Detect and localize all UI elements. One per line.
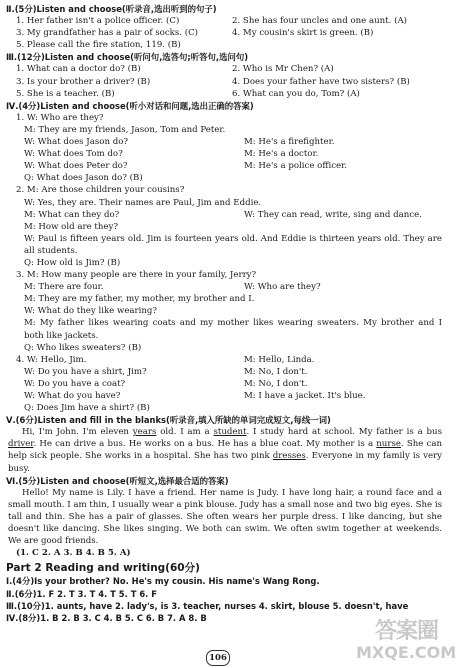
answer-line: Ⅲ.(10分)1. aunts, have 2. lady's, is 3. teacher, nurses 4. skirt, blouse 5. doesn't, have (6, 600, 409, 611)
answer-item: 1. Her father isn't a police officer. (C) (16, 16, 180, 27)
dialogue-line: M: They are my friends, Jason, Tom and Peter. (24, 124, 226, 135)
section-5 (6, 414, 442, 474)
dialogue-line: W: Yes, they are. Their names are Paul, Jim and Eddie. (24, 197, 262, 208)
dialogue-row (6, 390, 442, 402)
filled-blank: dresses (272, 451, 306, 462)
dialogue-line: M: There are four. (24, 282, 104, 293)
answer-line: (1. C 2. A 3. B 4. B 5. A) (16, 548, 131, 559)
dialogue-line: W: What does Tom do? (24, 149, 123, 160)
dialogue-row (6, 148, 442, 160)
answer-row (6, 15, 442, 27)
dialogue-line: 1. W: Who are they? (16, 112, 104, 123)
dialogue-line: W: What does Jason do? (24, 137, 128, 148)
answer-row (6, 27, 442, 39)
answer-item: 3. My grandfather has a pair of socks. (C) (16, 28, 199, 39)
dialogue-row (6, 281, 442, 293)
dialogue-line: W: Do you have a coat? (24, 378, 126, 389)
section-6 (6, 475, 442, 560)
dialogue-3 (6, 269, 442, 354)
answer-line: Ⅳ.(8分)1. B 2. B 3. C 4. B 5. C 6. B 7. A 8. B (6, 612, 207, 623)
dialogue-line: W: What does Peter do? (24, 161, 128, 172)
dialogue-line: 4. W: Hello, Jim. (16, 354, 87, 365)
dialogue-row (6, 136, 442, 148)
part-2-title: Part 2 Reading and writing(60分) (6, 562, 200, 575)
dialogue-row (6, 354, 442, 366)
page-number: 106 (206, 650, 230, 666)
section-header: Ⅱ.(5分)Listen and choose(听录音,选出听到的句子) (6, 4, 217, 14)
filled-blank: years (132, 427, 157, 438)
dialogue-line: M: My father likes wearing coats and my mother likes wearing sweaters. My brother and I both like jackets. (24, 318, 442, 341)
dialogue-line: M: How old are they? (24, 221, 118, 232)
dialogue-line: M: No, I don't. (244, 366, 308, 377)
answer-line: Ⅰ.(4分)Is your brother? No. He's my cousin. His name's Wang Rong. (6, 576, 320, 587)
dialogue-line: W: What do you have? (24, 391, 121, 401)
answer-item: 4. Does your father have two sisters? (B) (232, 76, 410, 87)
dialogue-line: M: No, I don't. (244, 378, 308, 389)
section-4 (6, 100, 442, 414)
watermark-logo (356, 619, 456, 664)
dialogue-line: W: Paul is fifteen years old. Jim is fourteen years old. And Eddie is thirteen years old. They are all students. (24, 233, 442, 256)
dialogue-line: 2. M: Are those children your cousins? (16, 185, 185, 196)
question-line: Q: Who likes sweaters? (B) (24, 342, 142, 353)
answer-item: 6. What can you do, Tom? (A) (232, 88, 360, 99)
answer-row (6, 76, 442, 88)
dialogue-4 (6, 354, 442, 414)
answer-item: 1. What can a doctor do? (B) (16, 64, 141, 75)
answer-item: 5. She is a teacher. (B) (16, 88, 115, 99)
dialogue-2 (6, 184, 442, 269)
dialogue-line: W: Do you have a shirt, Jim? (24, 366, 147, 377)
section-2 (6, 3, 442, 51)
dialogue-line: M: Hello, Linda. (244, 354, 315, 365)
answer-row (6, 88, 442, 100)
dialogue-line: W: Who are they? (244, 282, 321, 293)
watermark-line: MXQE.COM (356, 643, 456, 662)
watermark-line: 答案圈 (374, 619, 438, 644)
dialogue-row (6, 160, 442, 172)
answer-item: 2. Who is Mr Chen? (A) (232, 64, 334, 75)
dialogue-line: M: He's a firefighter. (244, 137, 335, 148)
dialogue-line: M: He's a doctor. (244, 149, 319, 160)
section-header: Ⅲ.(12分)Listen and choose(听问句,选答句;听答句,选问句) (6, 52, 249, 63)
dialogue-row (6, 378, 442, 390)
answer-item: 3. Is your brother a driver? (B) (16, 76, 151, 87)
dialogue-line: W: What do they like wearing? (24, 306, 158, 317)
question-line: Q: What does Jason do? (B) (24, 173, 143, 184)
answer-item: 4. My cousin's skirt is green. (B) (232, 28, 374, 39)
dialogue-line: M: He's a police officer. (244, 161, 347, 172)
dialogue-line: M: What can they do? (24, 209, 120, 220)
dialogue-line: M: I have a jacket. It's blue. (244, 391, 366, 401)
answer-item: 2. She has four uncles and one aunt. (A) (232, 16, 407, 27)
fill-in-passage: Hi, I'm John. I'm eleven years old. I am a student. I study hard at school. My father is a bus driver. He can drive a bus. He works on a bus. He has a blue coat. My mother is a nurse. She can help sick people. She works in a hospital. She has two pink dresses. Everyone in my family is very busy. (8, 427, 443, 474)
answer-row (6, 63, 442, 75)
dialogue-1 (6, 112, 442, 185)
dialogue-line: W: They can read, write, sing and dance. (244, 209, 422, 220)
question-line: Q: Does Jim have a shirt? (B) (24, 403, 150, 414)
question-line: Q: How old is Jim? (B) (24, 257, 121, 268)
answer-item: 5. Please call the fire station, 119. (B) (16, 40, 181, 51)
dialogue-row (6, 209, 442, 221)
filled-blank: nurse (376, 439, 401, 450)
section-header: Ⅳ.(4分)Listen and choose(听小对话和问题,选出正确的答案) (6, 100, 254, 111)
dialogue-line: 3. M: How many people are there in your family, Jerry? (16, 270, 257, 281)
section-header: Ⅴ.(6分)Listen and fill in the blanks(听录音,填入所缺的单词完成短文,每线一词) (6, 415, 331, 426)
filled-blank: student (213, 427, 247, 438)
section-header: Ⅵ.(5分)Listen and choose(听短文,选择最合适的答案) (6, 475, 229, 486)
dialogue-row (6, 366, 442, 378)
answer-line: Ⅱ.(6分)1. F 2. T 3. T 4. T 5. T 6. F (6, 588, 157, 599)
dialogue-line: M: They are my father, my mother, my brother and I. (24, 294, 255, 305)
section-3 (6, 51, 442, 99)
listening-passage: Hello! My name is Lily. I have a friend. Her name is Judy. I have long hair, a round face and a small mouth. I am thin, I usually wear a pink blouse. Judy has a small nose and two big eyes. She is tall and thin. She has a pair of glasses. She often wears her purple dress. I like dancing, but she doesn't like dancing. She likes singing. We both can swim. We often swim together at weekends. We are good friends. (8, 487, 442, 547)
filled-blank: driver (8, 439, 34, 450)
